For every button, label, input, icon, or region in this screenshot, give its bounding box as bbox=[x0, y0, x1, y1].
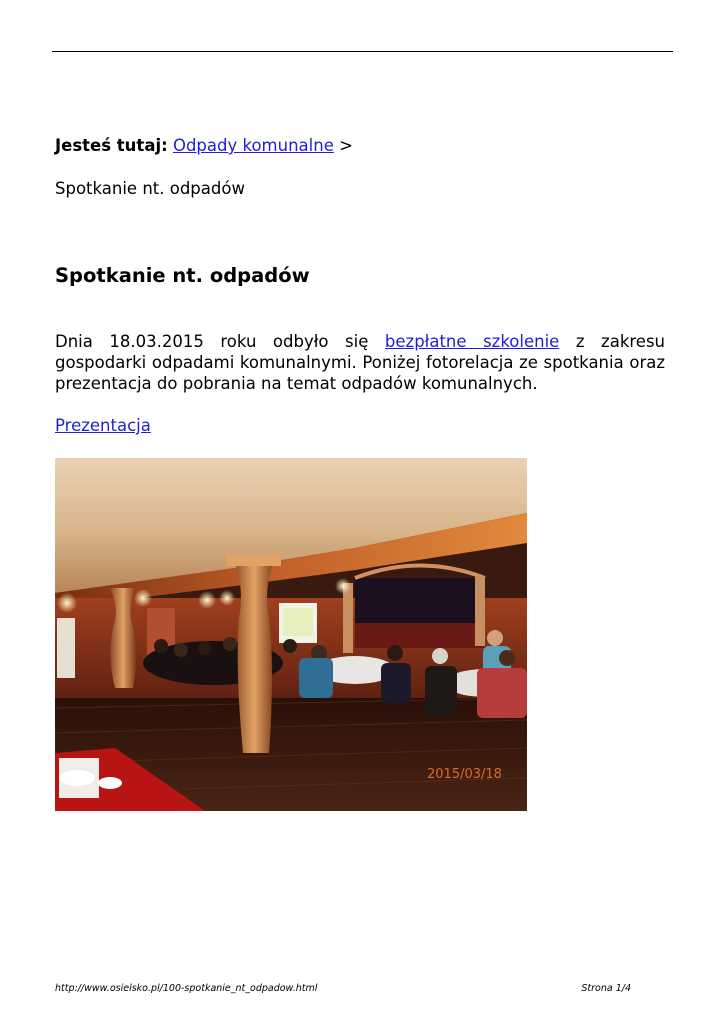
breadcrumb-label: Jesteś tutaj: bbox=[55, 136, 168, 155]
header-rule bbox=[52, 51, 673, 52]
photo-date-stamp: 2015/03/18 bbox=[427, 767, 502, 782]
breadcrumb-current: Spotkanie nt. odpadów bbox=[55, 179, 245, 198]
presentation-link[interactable]: Prezentacja bbox=[55, 416, 151, 435]
breadcrumb-link-odpady-komunalne[interactable]: Odpady komunalne bbox=[172, 136, 334, 155]
article-paragraph bbox=[55, 331, 665, 394]
article-text-part2: z zakresu gospodarki odpadami komunalnymi. Poniżej fotorelacja ze spotkania oraz prezentacja do pobrania na temat odpadów komunalnych. bbox=[55, 332, 665, 393]
meeting-photo[interactable] bbox=[55, 458, 527, 811]
page-title: Spotkanie nt. odpadów bbox=[55, 264, 310, 287]
training-link[interactable]: bezpłatne szkolenie bbox=[384, 332, 560, 351]
footer-page-number: Strona 1/4 bbox=[581, 983, 631, 994]
footer-url: http://www.osielsko.pl/100-spotkanie_nt_odpadow.html bbox=[55, 983, 318, 994]
breadcrumb bbox=[55, 136, 353, 156]
meeting-photo-graphic bbox=[55, 458, 527, 811]
article-text-part1: Dnia 18.03.2015 roku odbyło się bbox=[55, 332, 369, 351]
breadcrumb-separator: > bbox=[339, 136, 353, 155]
